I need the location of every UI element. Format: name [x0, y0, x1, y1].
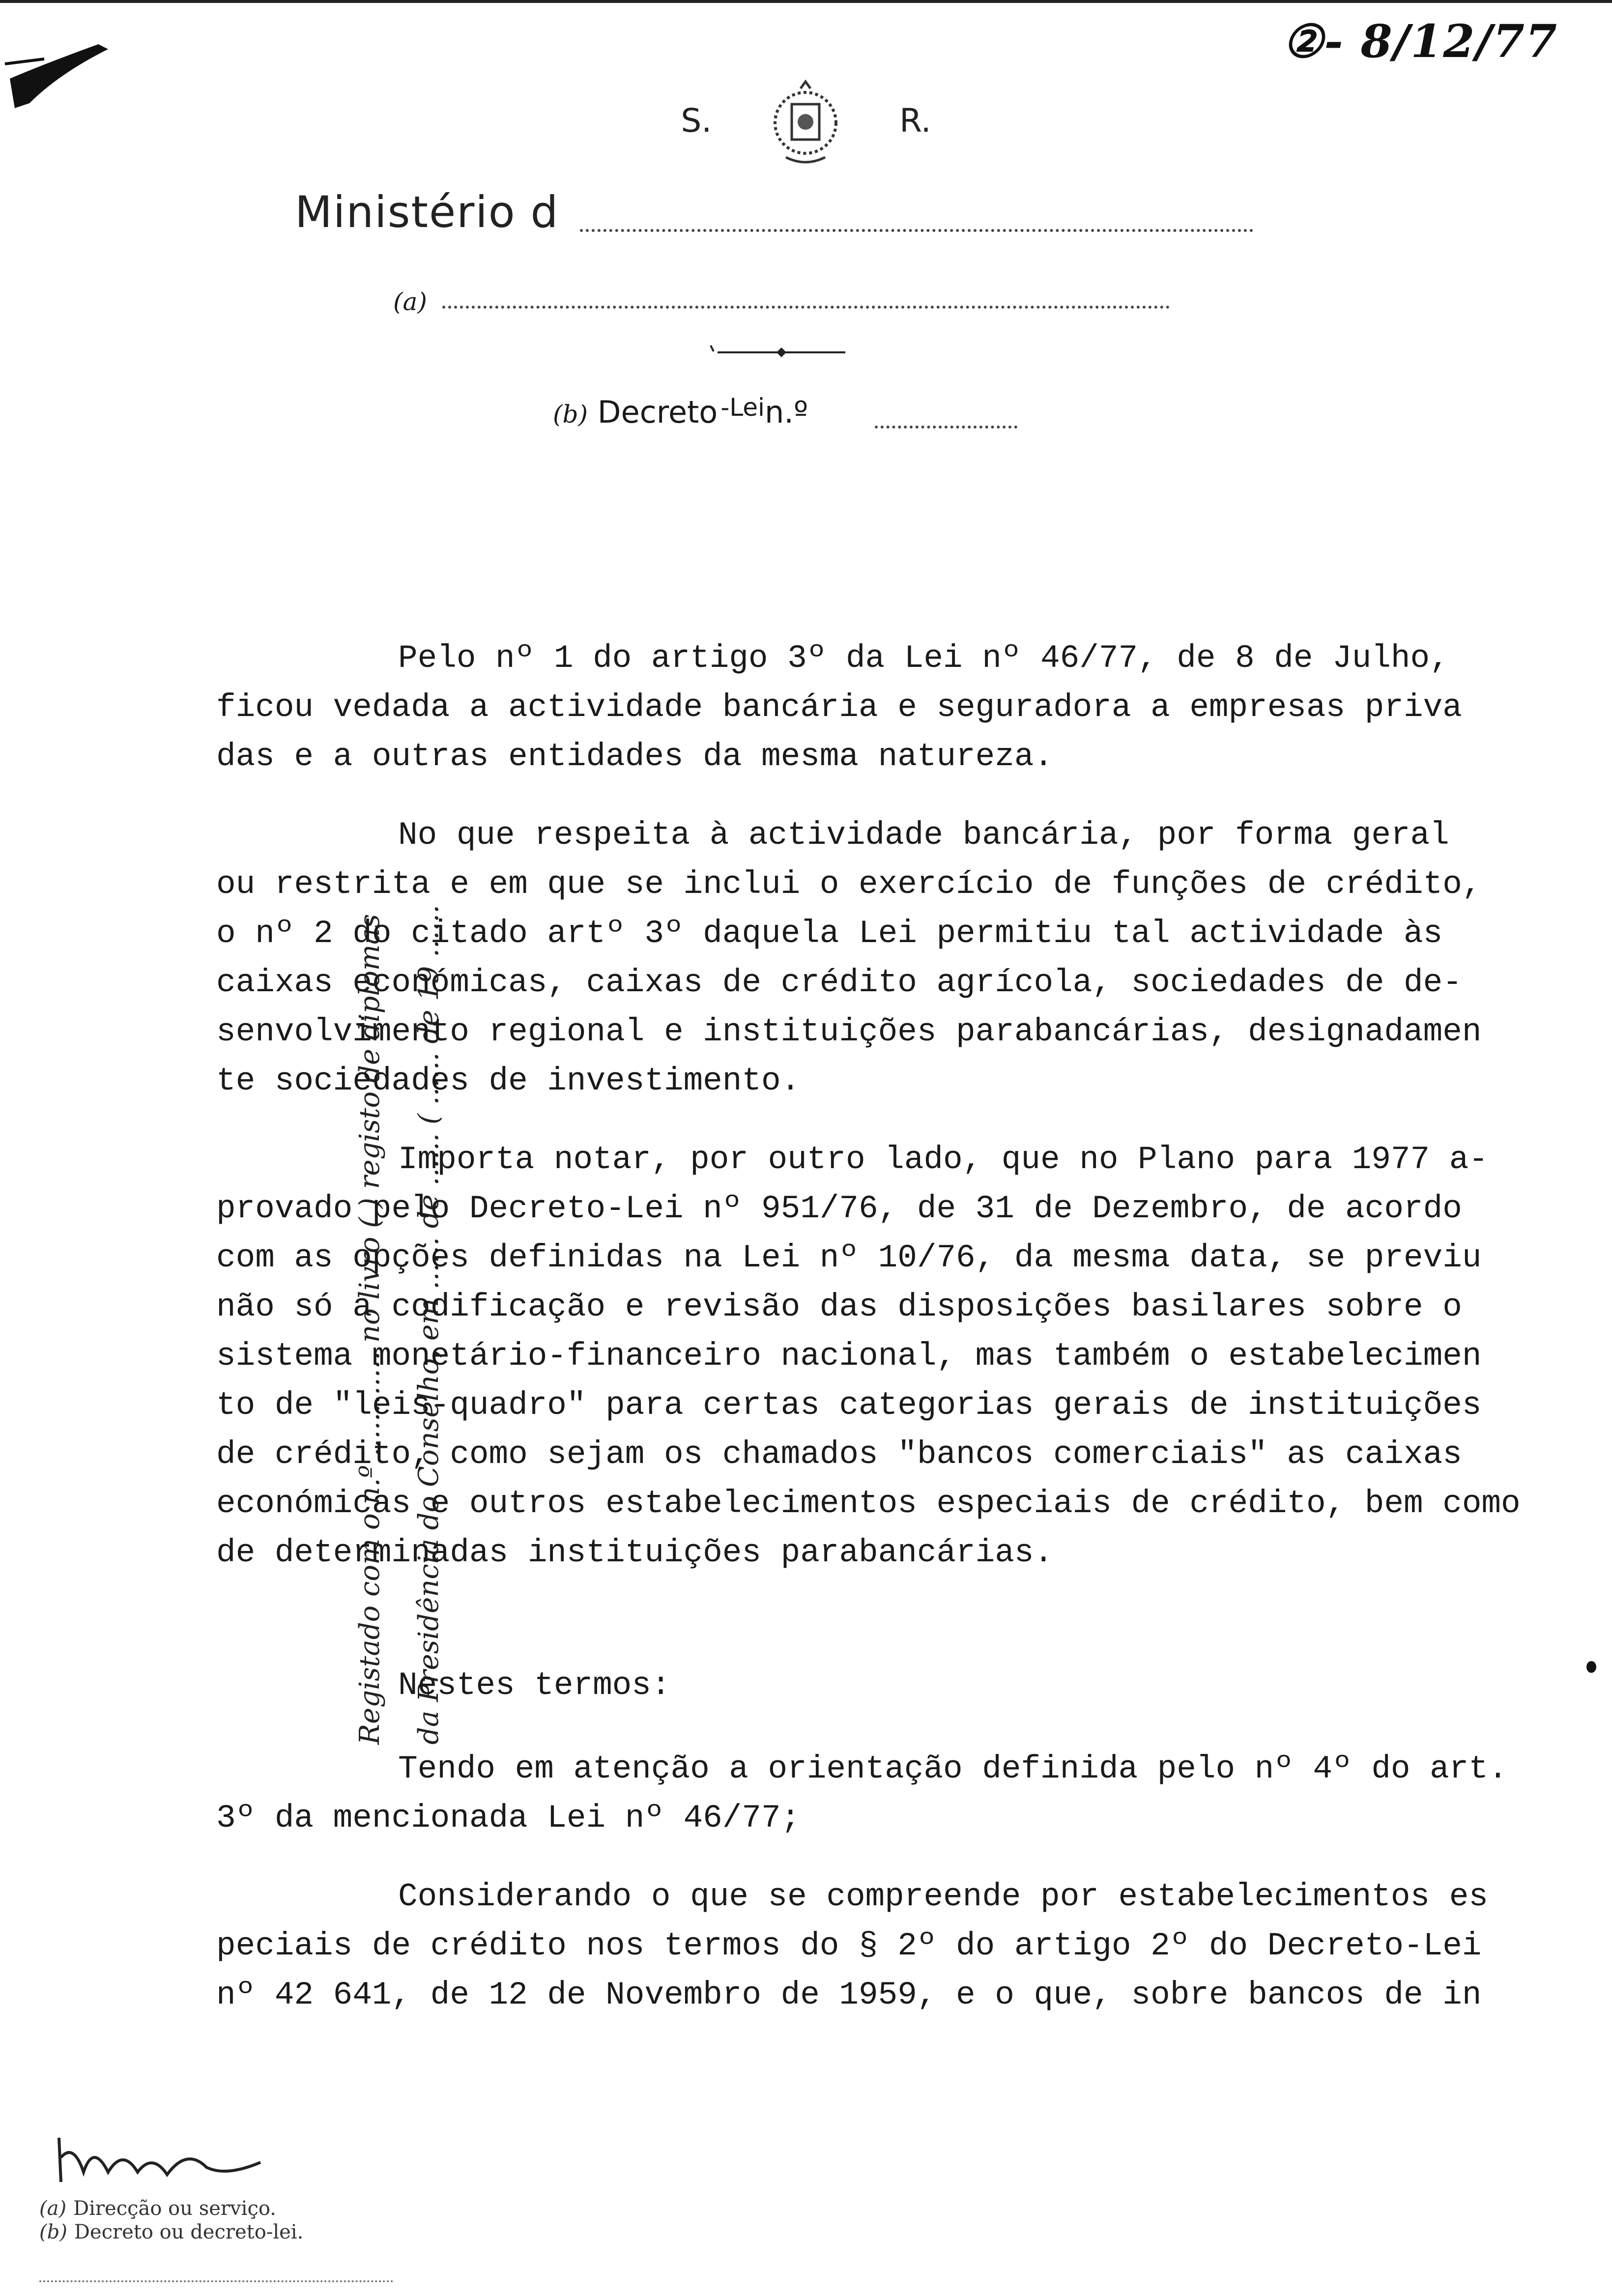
handwritten-date-note: ②- 8/12/77: [1283, 15, 1558, 68]
ink-dot: [1586, 1661, 1596, 1673]
body-line: não só a codificação e revisão das disposições basilares sobre o: [216, 1289, 1462, 1325]
decreto-word: Decreto: [597, 394, 718, 430]
body-line: o nº 2 do citado artº 3º daquela Lei permitiu tal actividade às: [216, 915, 1443, 952]
footnote-a-marker: (a): [39, 2197, 67, 2220]
ornament-divider-icon: [708, 342, 855, 361]
body-line: Considerando o que se compreende por estabelecimentos es: [398, 1878, 1488, 1915]
document-header: [0, 74, 1612, 172]
top-rule: [0, 0, 1612, 3]
body-line: sistema monetário-financeiro nacional, mas também o estabelecimen: [216, 1338, 1482, 1375]
body-line: senvolvimento regional e instituições parabancárias, designadamen: [216, 1013, 1482, 1050]
decreto-line: [553, 393, 808, 430]
document-body: [216, 634, 1597, 2020]
footnote-a: [39, 2197, 303, 2220]
body-line: provado pelo Decreto-Lei nº 951/76, de 31 de Dezembro, de acordo: [216, 1190, 1462, 1227]
ministerio-label: Ministério d: [295, 187, 559, 237]
bottom-print-line: [39, 2280, 393, 2282]
sidebar-line-1: Registado com o n.º ............ no livro ( ) registo de diplomas: [354, 914, 386, 1745]
header-letter-s: S.: [681, 102, 712, 140]
body-line: te sociedades de investimento.: [216, 1062, 801, 1099]
decreto-number-label: n.º: [764, 394, 808, 430]
body-line: Nestes termos:: [398, 1667, 671, 1704]
body-line: Pelo nº 1 do artigo 3º da Lei nº 46/77, de 8 de Julho,: [398, 640, 1449, 677]
body-line: com as opções definidas na Lei nº 10/76, da mesma data, se previu: [216, 1239, 1482, 1276]
body-line: nº 42 641, de 12 de Novembro de 1959, e o que, sobre bancos de in: [216, 1977, 1482, 2013]
signature-initials-icon: [54, 2128, 280, 2192]
body-line: Importa notar, por outro lado, que no Plano para 1977 a-: [398, 1141, 1488, 1178]
sidebar-line-2: da Presidência do Conselho, em ...... de ...... ( ...... de 19 ......: [413, 905, 445, 1745]
body-line: Tendo em atenção a orientação definida pelo nº 4º do art.: [398, 1751, 1508, 1787]
decreto-lei-insert: -Lei: [720, 393, 765, 422]
footnote-b-marker: (b): [39, 2221, 67, 2243]
ministerio-fill-line: [580, 229, 1253, 232]
footnote-a-text: Direcção ou serviço.: [73, 2197, 276, 2220]
body-line: das e a outras entidades da mesma natureza.: [216, 738, 1054, 775]
body-line: 3º da mencionada Lei nº 46/77;: [216, 1800, 801, 1837]
footnote-b: [39, 2220, 303, 2244]
body-line: to de "leis-quadro" para certas categorias gerais de instituições: [216, 1387, 1482, 1424]
body-line: económicas e outros estabelecimentos especiais de crédito, bem como: [216, 1485, 1521, 1522]
decreto-marker: (b): [553, 400, 588, 429]
footnote-b-text: Decreto ou decreto-lei.: [74, 2221, 304, 2243]
body-line: peciais de crédito nos termos do § 2º do artigo 2º do Decreto-Lei: [216, 1927, 1482, 1964]
body-line: ficou vedada a actividade bancária e seguradora a empresas priva: [216, 689, 1462, 726]
body-line: de determinadas instituições parabancárias.: [216, 1534, 1054, 1571]
body-line: de crédito, como sejam os chamados "bancos comerciais" as caixas: [216, 1436, 1462, 1473]
decreto-fill-line: [875, 426, 1017, 429]
servico-marker: (a): [393, 287, 427, 316]
header-letter-r: R.: [899, 102, 931, 140]
coat-of-arms-icon: [756, 74, 855, 172]
body-line: ou restrita e em que se inclui o exercício de funções de crédito,: [216, 866, 1482, 903]
footnotes: [39, 2197, 303, 2244]
body-line: No que respeita à actividade bancária, por forma geral: [398, 817, 1449, 854]
servico-fill-line: [442, 306, 1170, 309]
body-line: caixas económicas, caixas de crédito agrícola, sociedades de de-: [216, 964, 1462, 1001]
